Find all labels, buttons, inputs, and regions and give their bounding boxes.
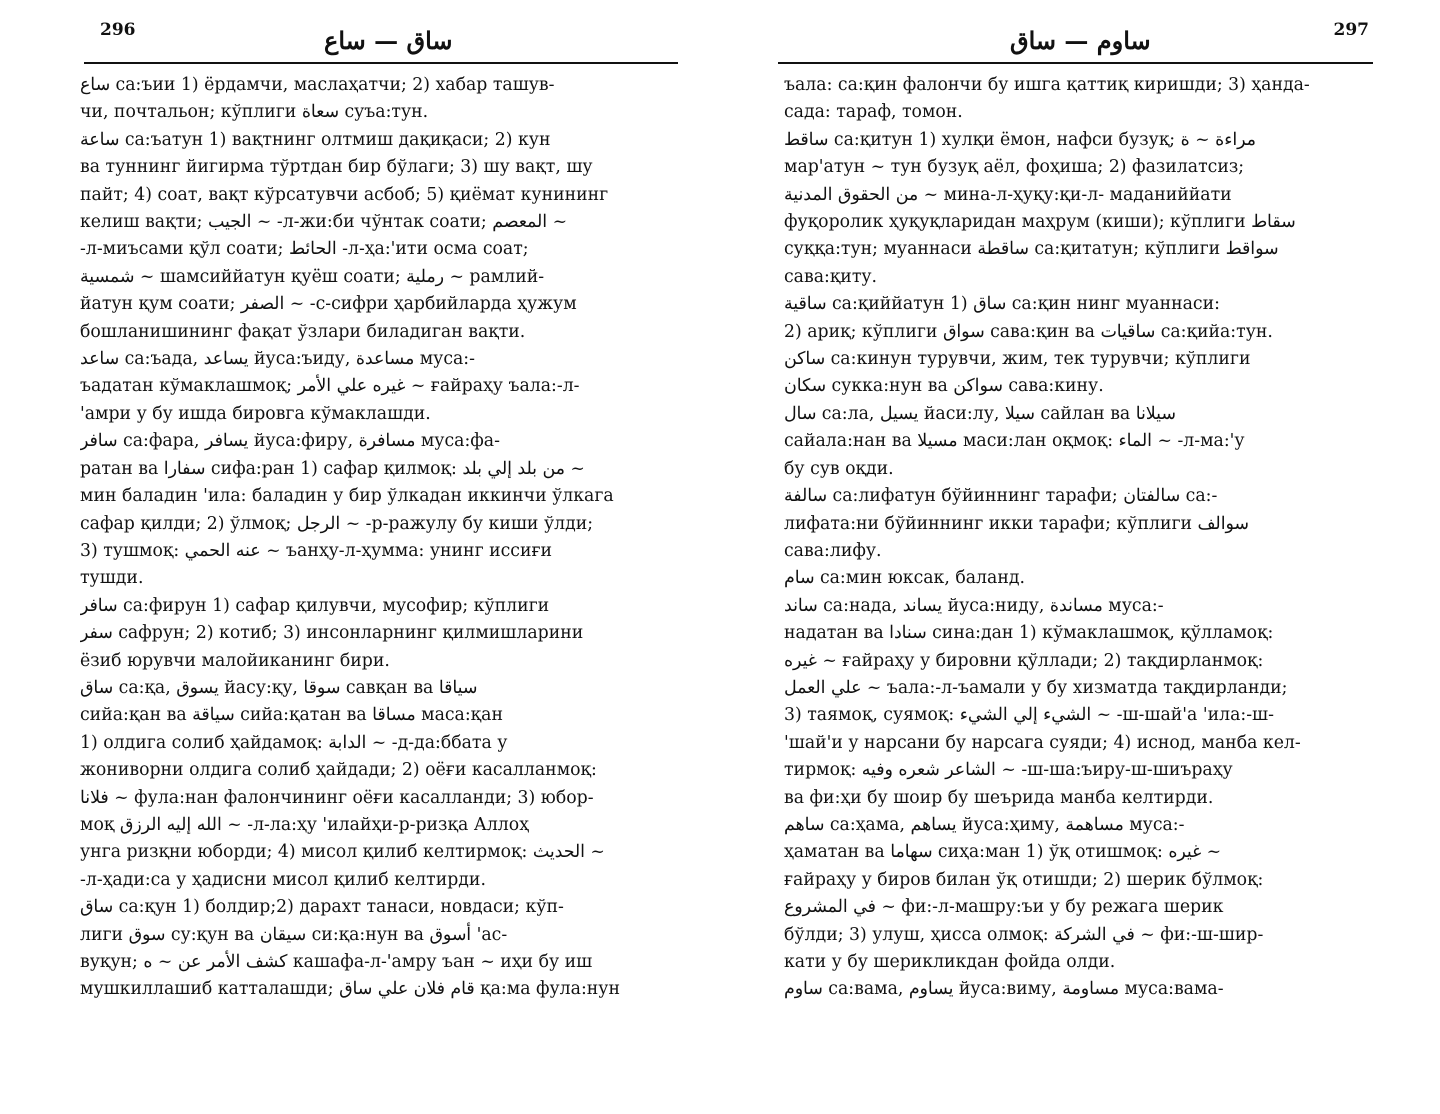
text-line: سام са:мин юксак, баланд. <box>784 568 1025 589</box>
text-line: 3) тушмоқ: عنه الحمي ~ ъанҳу-л-ҳумма: унинг иссиғи <box>80 540 553 561</box>
text-line: келиш вақти; الجيب ~ -л-жи:би чўнтак соати; المعصم ~ <box>80 212 568 233</box>
text-line: علي العمل ~ ъала:-л-ъамали у бу хизматда тақдирланди; <box>784 677 1288 698</box>
text-line: في المشروع ~ фи:-л-машру:ъи у бу режага шерик <box>784 897 1224 918</box>
text-line: غيره ~ ғайраҳу у бировни қўллади; 2) тақдирланмоқ: <box>784 650 1264 671</box>
text-line: سافر са:фара, يسافر йуса:фиру, مسافرة муса:фа- <box>80 431 500 452</box>
text-line: жониворни олдига солиб ҳайдади; 2) оёғи касалланмоқ: <box>80 760 597 781</box>
text-line: бу сув оқди. <box>784 458 894 479</box>
text-line: ساع са:ъии 1) ёрдамчи, маслаҳатчи; 2) хабар ташув- <box>80 75 555 95</box>
right-running-head: ساوم — ساق <box>1010 26 1151 55</box>
text-line: чи, почтальон; кўплиги سعاة суъа:тун. <box>80 102 429 123</box>
text-line: 1) олдига солиб ҳайдамоқ: الدابة ~ -д-да:ббата у <box>80 732 508 753</box>
text-line: сафар қилди; 2) ўлмоқ; الرجل ~ -р-ражулу бу киши ўлди; <box>80 513 594 534</box>
text-line: йатун қум соати; الصفر ~ -с-сифри ҳарбийларда ҳужум <box>80 294 577 315</box>
text-line: сада: тараф, томон. <box>784 102 963 123</box>
text-line: сава:қиту. <box>784 266 878 287</box>
left-page-body <box>80 72 670 1004</box>
text-line: сава:лифу. <box>784 540 882 561</box>
text-line: فلانا ~ фула:нан фалончининг оёғи касалланди; 3) юбор- <box>80 787 594 808</box>
text-line: ва туннинг йигирма тўртдан бир бўлаги; 3) шу вақт, шу <box>80 157 593 178</box>
text-line: 'амри у бу ишда бировга кўмаклашди. <box>80 403 431 424</box>
text-line: лиги سوق су:қун ва سيقان си:қа:нун ва أسوق 'ас- <box>80 924 508 945</box>
text-line: ساند са:нада, يساند йуса:ниду, مساندة муса:- <box>784 595 1164 616</box>
text-line: سال са:ла, يسيل йаси:лу, سيلا сайлан ва سيلانا <box>784 403 1176 424</box>
text-line: سافر са:фирун 1) сафар қилувчи, мусофир; кўплиги <box>80 595 550 616</box>
text-line: ساقية са:қиййатун 1) ساق са:қин нинг муаннаси: <box>784 294 1220 315</box>
right-page <box>720 0 1440 1114</box>
text-line: ъала: са:қин фалончи бу ишга қаттиқ киришди; 3) ҳанда- <box>784 75 1310 95</box>
right-page-header <box>778 16 1373 64</box>
text-line: ساعد са:ъада, يساعد йуса:ъиду, مساعدة муса:- <box>80 349 475 370</box>
text-line: лифата:ни бўйиннинг икки тарафи; кўплиги سوالف <box>784 513 1249 534</box>
text-line: ساكن са:кинун турувчи, жим, тек турувчи; кўплиги <box>784 349 1251 370</box>
text-line: надатан ва سنادا сина:дан 1) кўмаклашмоқ, қўлламоқ: <box>784 623 1274 644</box>
text-line: ёзиб юрувчи малойиканинг бири. <box>80 650 390 671</box>
right-page-body <box>784 72 1386 1004</box>
text-line: 2) ариқ; кўплиги سواق сава:қин ва ساقيات са:қийа:тун. <box>784 321 1273 342</box>
text-line: сайала:нан ва مسيلا маси:лан оқмоқ: الماء ~ -л-ма:'у <box>784 431 1245 452</box>
text-line: ساق са:қун 1) болдир;2) дарахт танаси, новдаси; кўп- <box>80 897 564 918</box>
text-line: ساعة са:ъатун 1) вақтнинг олтмиш дақиқаси; 2) кун <box>80 129 551 150</box>
text-line: тирмоқ: الشاعر شعره وفيه ~ -ш-ша:ъиру-ш-шиъраҳу <box>784 760 1233 781</box>
text-line: شمسية ~ шамсиййатун қуёш соати; رملية ~ рамлий- <box>80 266 545 287</box>
left-page-number: 296 <box>100 20 136 40</box>
text-line: سالفة са:лифатун бўйиннинг тарафи; سالفتان са:- <box>784 486 1218 507</box>
right-page-number: 297 <box>1333 20 1369 40</box>
text-line: ساق са:қа, يسوق йасу:қу, سوقا савқан ва سياقا <box>80 677 478 698</box>
text-line: 'шай'и у нарсани бу нарсага суяди; 4) иснод, манба кел- <box>784 732 1301 753</box>
text-line: бўлди; 3) улуш, ҳисса олмоқ: في الشركة ~ фи:-ш-шир- <box>784 924 1264 945</box>
text-line: мар'атун ~ тун бузуқ аёл, фоҳиша; 2) фазилатсиз; <box>784 157 1245 178</box>
text-line: ساهم са:ҳама, يساهم йуса:ҳиму, مساهمة муса:- <box>784 814 1185 835</box>
text-line: пайт; 4) соат, вақт кўрсатувчи асбоб; 5) қиёмат кунининг <box>80 184 609 205</box>
text-line: ратан ва سفارا сифа:ран 1) сафар қилмоқ: من بلد إلي بلد ~ <box>80 458 585 479</box>
text-line: бошланишининг фақат ўзлари биладиган вақти. <box>80 321 526 342</box>
text-line: من الحقوق المدنية ~ мина-л-ҳуқу:қи-л- маданиййати <box>784 184 1232 205</box>
text-line: ғайраҳу у биров билан ўқ отишди; 2) шерик бўлмоқ: <box>784 869 1264 890</box>
text-line: ъадатан кўмаклашмоқ; غيره علي الأمر ~ ғайраҳу ъала:-л- <box>80 376 580 397</box>
text-line: ساوم са:вама, يساوم йуса:виму, مساومة муса:вама- <box>784 979 1224 1000</box>
text-line: سكان сукка:нун ва سواكن сава:кину. <box>784 376 1104 397</box>
text-line: суққа:тун; муаннаси ساقطة са:қитатун; кўплиги سواقط <box>784 239 1279 260</box>
text-line: фуқоролик ҳуқуқларидан маҳрум (киши); кўплиги سقاط <box>784 212 1296 233</box>
text-line: тушди. <box>80 568 144 589</box>
text-line: ҳаматан ва سهاما сиҳа:ман 1) ўқ отишмоқ: غيره ~ <box>784 842 1222 863</box>
text-line: -л-миъсами қўл соати; الحائط -л-ҳа:'ити осма соат; <box>80 239 529 260</box>
text-line: мин баладин 'ила: баладин у бир ўлкадан иккинчи ўлкага <box>80 486 614 507</box>
text-line: -л-ҳади:са у ҳадисни мисол қилиб келтирди. <box>80 869 486 890</box>
text-line: кати у бу шерикликдан фойда олди. <box>784 952 1116 972</box>
text-line: ва фи:ҳи бу шоир бу шеърида манба келтирди. <box>784 787 1214 808</box>
text-line: унга ризқни юборди; 4) мисол қилиб келтирмоқ: الحديث ~ <box>80 842 605 863</box>
text-line: сийа:қан ва سياقة сийа:қатан ва مساقا маса:қан <box>80 705 503 726</box>
text-line: вуқун; كشف الأمر عن ~ ه кашафа-л-'амру ъан ~ иҳи бу иш <box>80 952 593 972</box>
text-line: سفر сафрун; 2) котиб; 3) инсонларнинг қилмишларини <box>80 623 584 644</box>
text-line: моқ الله إليه الرزق ~ -л-ла:ҳу 'илайҳи-р-ризқа Аллоҳ <box>80 814 529 835</box>
text-line: мушкиллашиб катталашди; قام فلان علي ساق қа:ма фула:нун <box>80 979 620 1000</box>
left-page-header <box>84 16 678 64</box>
text-line: ساقط са:қитун 1) хулқи ёмон, нафси бузуқ; مراءة ~ ة <box>784 129 1256 150</box>
left-running-head: ساق — ساع <box>324 26 453 55</box>
text-line: 3) таямоқ, суямоқ: الشيء إلي الشيء ~ -ш-шай'а 'ила:-ш- <box>784 705 1274 726</box>
